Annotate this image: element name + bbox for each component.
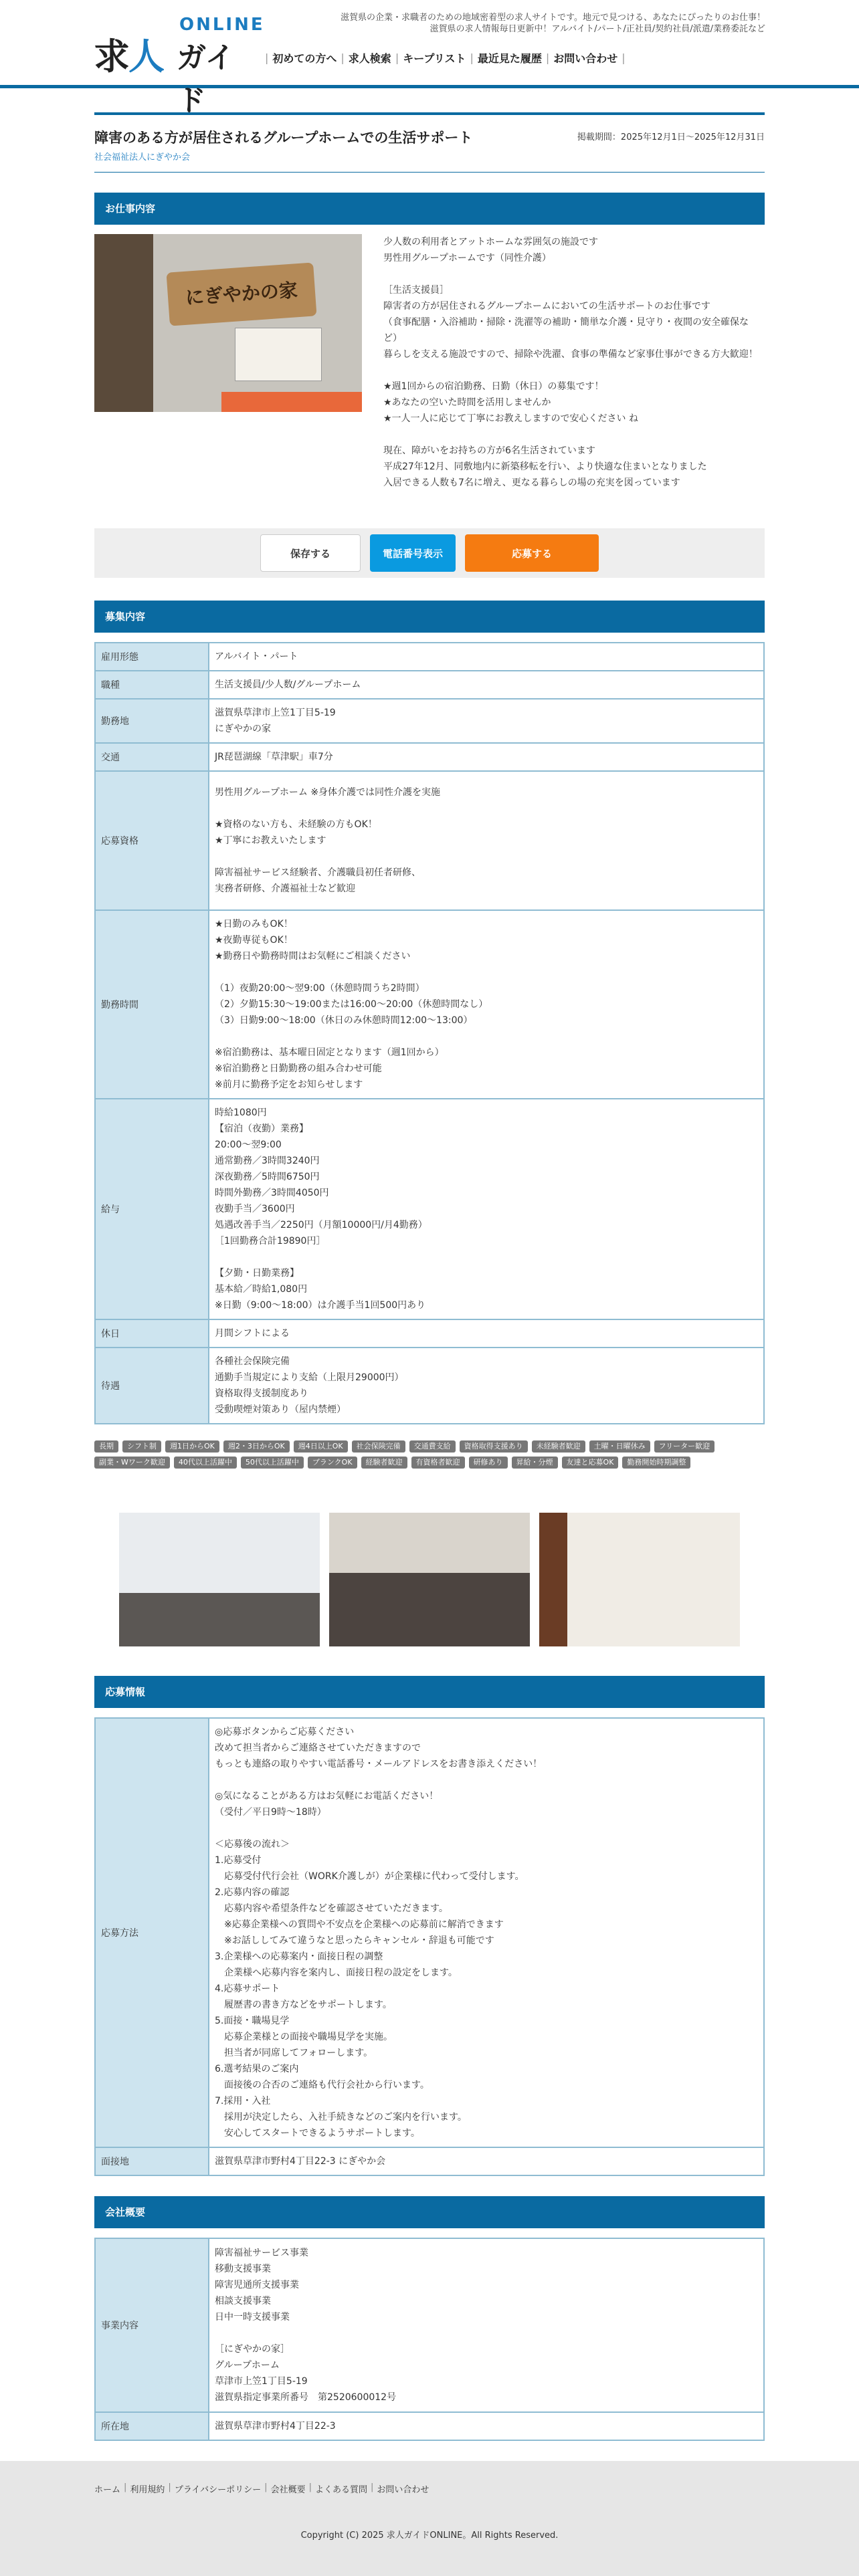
feature-tag[interactable]: 交通費支給 [409,1440,456,1453]
row-value: 月間シフトによる [209,1319,764,1348]
footer-link-home[interactable]: ホーム [94,2485,121,2495]
table-row [95,671,764,699]
building-exterior-photo[interactable] [119,1513,320,1646]
nav-job-search[interactable]: 求人検索 [348,51,391,65]
save-button[interactable]: 保存する [260,534,361,572]
feature-tag[interactable]: 長期 [94,1440,118,1453]
job-title: 障害のある方が居住されるグループホームでの生活サポート [94,130,473,146]
feature-tags [94,1440,765,1469]
row-label: 勤務時間 [95,910,209,1099]
row-label: 交通 [95,743,209,771]
feature-tag[interactable]: 週2・3日からOK [223,1440,290,1453]
site-logo[interactable] [94,15,265,118]
row-label: 面接地 [95,2147,209,2175]
footer-link-privacy[interactable]: プライバシーポリシー [174,2485,262,2495]
row-value: JR琵琶湖線「草津駅」車7分 [209,743,764,771]
feature-tag[interactable]: 資格取得支援あり [460,1440,528,1453]
action-button-bar [94,528,765,578]
table-row [95,1718,764,2147]
row-label: 事業内容 [95,2238,209,2412]
row-value: ◎応募ボタンからご応募ください 改めて担当者からご連絡させていただきますので もっとも連絡の取りやすい電話番号・メールアドレスをお書き添えください！ ◎気になることがある方はお気軽にお電話ください！ （受付／平日9時～18時） ＜応募後の流れ＞ 1.応募受付 応募受付代行会社（WORK介護しが）が企業様に代わって受付します。 2.応募内容の確認 応募内容や希望条件などを確認させていただきます。 ※応募企業様への質問や不安点を企業様への応募前に解消できます ※お話ししてみて違うなと思ったらキャンセル・辞退も可能です 3.企業様への応募案内・面接日程の調整 企業様へ応募内容を案内し、面接日程の設定をします。 4.応募サポート 履歴書の書き方などをサポートします。 5.面接・職場見学 応募企業様との面接や職場見学を実施。 担当者が同席してフォローします。 6.選考結果のご案内 面接後の合否のご連絡も代行会社から行います。 7.採用・入社 採用が決定したら、入社手続きなどのご案内を行います。 安心してスタートできるようサポートします。 [209,1718,764,2147]
feature-tag[interactable]: 50代以上活躍中 [241,1457,304,1469]
footer-link-faq[interactable]: よくある質問 [314,2485,367,2495]
row-value: 滋賀県草津市上笠1丁目5-19 にぎやかの家 [209,699,764,743]
feature-tag[interactable]: 研修あり [469,1457,508,1469]
table-row [95,2147,764,2175]
feature-tag[interactable]: フリーター歓迎 [654,1440,715,1453]
table-row [95,2238,764,2412]
logo-online-text: ONLINE [179,15,265,35]
feature-tag[interactable]: 副業・Wワーク歓迎 [94,1457,170,1469]
job-title-area [94,112,765,173]
feature-tag[interactable]: 土曜・日曜休み [589,1440,650,1453]
row-label: 応募方法 [95,1718,209,2147]
row-label: 休日 [95,1319,209,1348]
show-phone-button[interactable]: 電話番号表示 [370,534,456,572]
work-description-text: 少人数の利用者とアットホームな雰囲気の施設です 男性用グループホームです（同性介護） ［生活支援員］ 障害者の方が居住されるグループホームにおいての生活サポートのお仕事です （食事配膳・入浴補助・掃除・洗濯等の補助・簡単な介護・見守り・夜間の安全確保など） 暮らしを支える施設ですので、掃除や洗濯、食事の準備など家事仕事ができる方大歓迎！ ★週1回からの宿泊勤務、日勤（休日）の募集です！ ★あなたの空いた時間を活用しませんか ★一人一人に応じて丁寧にお教えしますので安心ください ね 現在、障がいをお持ちの方が6名生活されています 平成27年12月、同敷地内に新築移転を行い、より快適な住まいとなりました 入居できる人数も7名に増え、更なる暮らしの場の充実を図っています [383,237,758,488]
row-label: 給与 [95,1099,209,1319]
row-value: 障害福祉サービス事業 移動支援事業 障害児通所支援事業 相談支援事業 日中一時支援事業 ［にぎやかの家］ グループホーム 草津市上笠1丁目5-19 滋賀県指定事業所番号 第2520600012号 [209,2238,764,2412]
row-label: 職種 [95,671,209,699]
feature-tag[interactable]: 有資格者歓迎 [411,1457,465,1469]
work-description [94,234,765,502]
facility-photo [94,234,362,412]
staff-meeting-photo[interactable] [329,1513,530,1646]
nav-recent-history[interactable]: 最近見た履歴 [477,51,542,65]
logo-kyujin-text: 求人 [94,35,163,78]
table-row [95,910,764,1099]
facility-sign: にぎやかの家 [166,262,316,326]
section-heading-company: 会社概要 [94,2196,765,2228]
feature-tag[interactable]: 昇給・分煙 [512,1457,558,1469]
nav-keep-list[interactable]: キープリスト [403,51,466,65]
row-value: アルバイト・パート [209,643,764,671]
row-label: 応募資格 [95,771,209,910]
row-label: 待遇 [95,1348,209,1424]
table-row [95,743,764,771]
section-heading-application: 応募情報 [94,1676,765,1708]
site-header [0,0,859,118]
logo-guide-text: ガイド [177,41,235,118]
table-row [95,699,764,743]
section-heading-work: お仕事内容 [94,193,765,225]
feature-tag[interactable]: 未経験者歓迎 [532,1440,585,1453]
table-row [95,1319,764,1348]
photo-orange-band [221,392,362,412]
row-value: 時給1080円 【宿泊（夜勤）業務】 20:00～翌9:00 通常勤務／3時間3240円 深夜勤務／5時間6750円 時間外勤務／3時間4050円 夜勤手当／3600円 処遇改善手当／2250円（月額10000円/月4勤務） ［1回勤務合計19890円］ 【夕勤・日勤業務】 基本給／時給1,080円 ※日勤（9:00～18:00）は介護手当1回500円あり [209,1099,764,1319]
company-link[interactable]: 社会福祉法人にぎやか会 [94,152,191,163]
recruit-table [94,642,765,1424]
footer-link-company[interactable]: 会社概要 [270,2485,306,2495]
feature-tag[interactable]: 社会保険完備 [352,1440,405,1453]
section-heading-recruit: 募集内容 [94,601,765,633]
feature-tag[interactable]: ブランクOK [308,1457,357,1469]
site-tagline: 滋賀県の企業・求職者のための地域密着型の求人サイトです。地元で見つける、あなたにぴったりのお仕事！ 滋賀県の求人情報毎日更新中！アルバイト/パート/正社員/契約社員/派遣/業務委託など [340,13,765,34]
site-footer [0,2461,859,2576]
feature-tag[interactable]: 週1日からOK [165,1440,219,1453]
footer-nav: ホーム | 利用規約 | プライバシーポリシー | 会社概要 | よくある質問 | お問い合わせ [94,2482,430,2495]
row-value: 滋賀県草津市野村4丁目22-3 にぎやか会 [209,2147,764,2175]
feature-tag[interactable]: 勤務開始時期調整 [622,1457,690,1469]
row-label: 所在地 [95,2412,209,2440]
feature-tag[interactable]: 経験者歓迎 [361,1457,407,1469]
footer-link-contact[interactable]: お問い合わせ [377,2485,430,2495]
company-table [94,2238,765,2441]
feature-tag[interactable]: 週4日以上OK [294,1440,348,1453]
resident-room-photo[interactable] [539,1513,740,1646]
nav-contact[interactable]: お問い合わせ [553,51,618,65]
nameplate [235,328,322,381]
row-value: 滋賀県草津市野村4丁目22-3 [209,2412,764,2440]
feature-tag[interactable]: 40代以上活躍中 [174,1457,237,1469]
feature-tag[interactable]: 友達と応募OK [562,1457,619,1469]
table-row [95,1348,764,1424]
table-row [95,643,764,671]
row-value: ★日勤のみもOK！ ★夜勤専従もOK！ ★勤務日や勤務時間はお気軽にご相談ください （1）夜勤20:00～翌9:00（休憩時間うち2時間） （2）夕勤15:30～19:00または16:00～20:00（休憩時間なし） （3）日勤9:00～18:00（休日のみ休憩時間12:00～13:00） ※宿泊勤務は、基本曜日固定となります（週1回から） ※宿泊勤務と日勤勤務の組み合わせ可能 ※前月に勤務予定をお知らせします [209,910,764,1099]
copyright: Copyright (C) 2025 求人ガイドONLINE。All Rights Reserved. [300,2531,559,2541]
nav-first-time[interactable]: 初めての方へ [272,51,337,65]
row-value: 各種社会保険完備 通勤手当規定により支給（上限月29000円） 資格取得支援制度あり 受動喫煙対策あり（屋内禁煙） [209,1348,764,1424]
table-row [95,771,764,910]
application-table [94,1717,765,2176]
row-value: 男性用グループホーム ※身体介護では同性介護を実施 ★資格のない方も、未経験の方もOK！ ★丁寧にお教えいたします 障害福祉サービス経験者、介護職員初任者研修、 実務者研修、介護福祉士など歓迎 [209,771,764,910]
row-label: 勤務地 [95,699,209,743]
table-row [95,1099,764,1319]
photo-gallery [94,1513,765,1646]
global-nav: | 初めての方へ | 求人検索 | キープリスト | 最近見た履歴 | お問い合わせ | [265,51,626,65]
table-row [95,2412,764,2440]
feature-tag[interactable]: シフト制 [122,1440,161,1453]
row-label: 雇用形態 [95,643,209,671]
apply-button[interactable]: 応募する [465,534,599,572]
footer-link-terms[interactable]: 利用規約 [130,2485,165,2495]
row-value: 生活支援員/少人数/グループホーム [209,671,764,699]
listing-period: 掲載期間：2025年12月1日～2025年12月31日 [577,132,765,142]
